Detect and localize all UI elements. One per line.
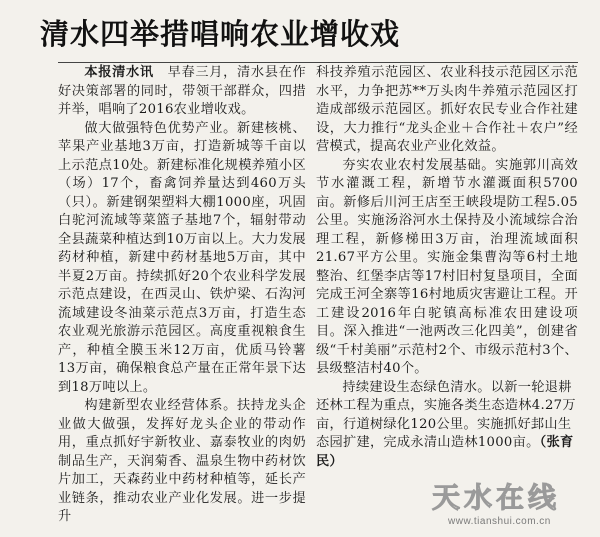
column-left: [58, 64, 306, 530]
watermark-url: www.tianshui.com.cn: [448, 516, 551, 527]
watermark-text: 天水在线: [432, 481, 561, 514]
ecology-text: 持续建设生态绿色清水。以新一轮退耕还林工程为重点，实施各类生态造林4.27万亩，行道树绿化120公里。实施抓好邽山生态园扩建，完成永清山造林1000亩。: [316, 379, 576, 450]
headline-rule: [58, 62, 578, 63]
paragraph-infrastructure: 夯实农业农村发展基础。实施郭川高效节水灌溉工程，新增节水灌溉面积5700亩。新修后川河王店至王峡段堤防工程5.05公里。实施汤浴河水土保持及小流域综合治理工程，新修梯田3万亩，治理流域面积21.67平方公里。实施金集曹沟等6村土地整治、红堡李店等17村旧村复垦项目，全面完成王河全寨等16村地质灾害避让工程。开工建设2016年白驼镇高标准农田建设项目。深入推进“一池两改三化四美”，创建省级“千村美丽”示范村2个、市级示范村3个、县级整洁村40个。: [316, 157, 578, 376]
lead-text: 早春三月，清水县在作好决策部署的同时，带领干部群众，四措并举，唱响了2016农业增收戏。: [58, 65, 306, 117]
lead-paragraph: [58, 64, 306, 120]
dateline: 本报清水讯: [84, 65, 154, 80]
byline: （张育民）: [316, 435, 574, 469]
paragraph-industry: 做大做强特色优势产业。新建核桃、苹果产业基地3万亩，打造新城等千亩以上示范点10处。新建标准化规模养殖小区（场）17个，畜禽饲养量达到460万头（只）。新建钢架塑料大棚1000座，巩固白驼河流域等菜篮子基地7个，辐射带动全县蔬菜种植达到10万亩以上。大力发展药材种植，新建中药材基地5万亩，其中半夏2万亩。持续抓好20个农业科学发展示范点建设，在西灵山、铁炉梁、石沟河流域建设冬油菜示范点3万亩，打造生态农业观光旅游示范园区。高度重视粮食生产，种植全膜玉米12万亩，优质马铃薯13万亩，确保粮食总产量在正常年景下达到18万吨以上。: [58, 120, 306, 395]
paragraph-ecology: [316, 379, 578, 472]
paragraph-management-part2: 科技养殖示范园区、农业科技示范园区示范水平，力争把苏**万头肉牛养殖示范园区打造成部级示范园区。抓好农民专业合作社建设，大力推行“龙头企业＋合作社＋农户”经营模式，提高农业产业化效益。: [316, 65, 578, 154]
article-headline: 清水四举措唱响农业增收戏: [40, 17, 401, 51]
paragraph-management-part1: 构建新型农业经营体系。扶持龙头企业做大做强，发挥好龙头企业的带动作用，重点抓好宇新牧业、嘉泰牧业的肉奶制品生产，天润菊香、温泉生物中药材饮片加工，天森药业中药材种植等，延长产业链条，推动农业产业化发展。进一步提升: [58, 398, 306, 524]
column-right: [316, 64, 578, 530]
